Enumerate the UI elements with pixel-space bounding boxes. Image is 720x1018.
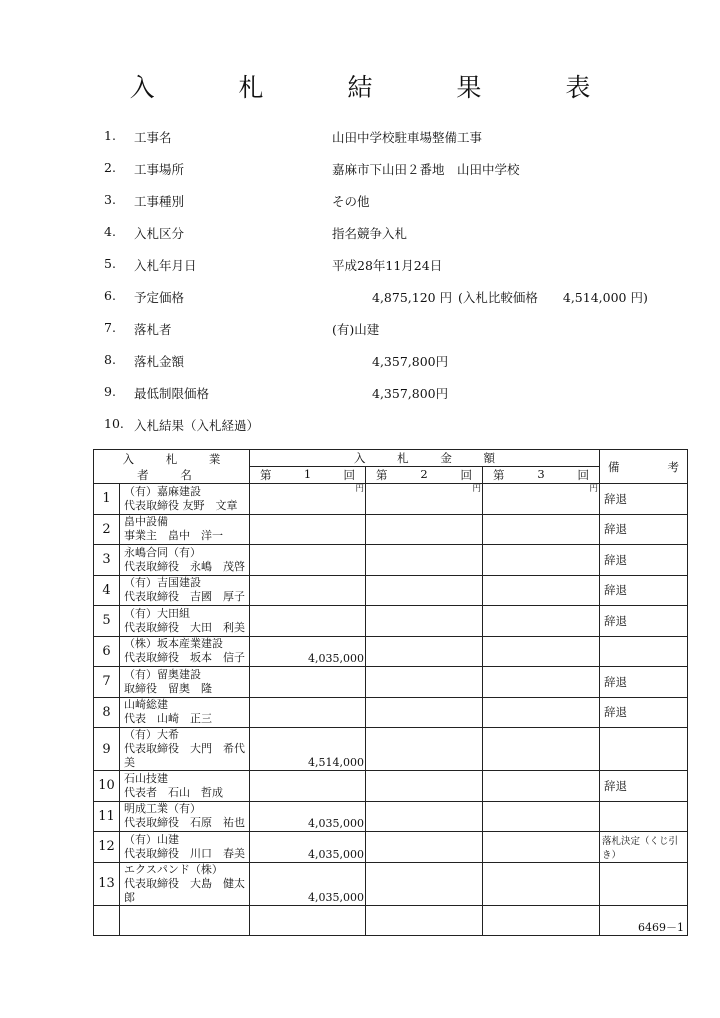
bidder-name xyxy=(120,484,250,515)
bid-amount-r3 xyxy=(483,862,600,905)
info-label: 工事名 xyxy=(134,130,172,145)
bid-amount-r1 xyxy=(250,514,366,545)
representative: 代表者 石山 哲成 xyxy=(124,785,223,799)
header-round-2: 第 2 回 xyxy=(366,467,483,484)
bidder-name xyxy=(120,545,250,576)
bid-amount-r1 xyxy=(250,575,366,606)
info-number: 1. xyxy=(104,128,116,143)
info-number: 9. xyxy=(104,384,116,399)
bid-amount-r2 xyxy=(366,545,483,576)
bid-amount-r2 xyxy=(366,832,483,863)
info-number: 2. xyxy=(104,160,116,175)
row-number: 3 xyxy=(94,545,120,576)
bid-amount-r3 xyxy=(483,545,600,576)
remarks: 辞退 xyxy=(600,771,688,802)
representative: 取締役 留奥 隆 xyxy=(124,681,212,695)
bid-amount-r3 xyxy=(483,728,600,771)
remarks xyxy=(600,636,688,667)
table-row xyxy=(94,484,688,515)
bid-amount-r1 xyxy=(250,667,366,698)
bid-results-table-wrap xyxy=(93,449,688,936)
bid-amount-r3 xyxy=(483,606,600,637)
bid-amount-r1: 4,035,000 xyxy=(250,801,366,832)
bidder-name xyxy=(120,667,250,698)
bid-amount-r2 xyxy=(366,728,483,771)
info-number: 6. xyxy=(104,288,116,303)
company-name: （有）大希 xyxy=(124,728,179,741)
row-number: 10 xyxy=(94,771,120,802)
bidder-name xyxy=(120,801,250,832)
info-value: 4,357,800円 xyxy=(372,354,449,369)
bidder-name xyxy=(120,728,250,771)
remarks: 落札決定（くじ引き） xyxy=(600,832,688,863)
bid-amount-r1: 円 xyxy=(250,484,366,515)
representative: 代表取締役 石原 祐也 xyxy=(124,816,245,830)
header-bidder: 入 札 業 者 名 xyxy=(94,450,250,484)
company-name: （有）留奥建設 xyxy=(124,667,201,681)
company-name: 畠中設備 xyxy=(124,515,168,529)
bid-amount-r1 xyxy=(250,606,366,637)
representative: 代表取締役 坂本 信子 xyxy=(124,651,245,665)
company-name: （有）嘉麻建設 xyxy=(124,484,201,498)
bid-amount-r2 xyxy=(366,905,483,935)
bidder-name xyxy=(120,575,250,606)
bid-amount-r2 xyxy=(366,667,483,698)
bidder-name xyxy=(120,514,250,545)
info-number: 10. xyxy=(104,416,124,431)
row-number: 12 xyxy=(94,832,120,863)
company-name: 石山技建 xyxy=(124,771,168,785)
info-label: 入札年月日 xyxy=(134,258,197,273)
table-row xyxy=(94,514,688,545)
header-round-1: 第 1 回 xyxy=(250,467,366,484)
bid-amount-r1: 4,514,000 xyxy=(250,728,366,771)
company-name: （有）吉国建設 xyxy=(124,576,201,590)
info-value: 4,875,120 円 xyxy=(372,290,453,305)
representative: 事業主 畠中 洋一 xyxy=(124,529,223,543)
bidder-name xyxy=(120,697,250,728)
table-row xyxy=(94,801,688,832)
bid-amount-r3 xyxy=(483,636,600,667)
remarks: 辞退 xyxy=(600,697,688,728)
info-label: 入札結果（入札経過） xyxy=(134,418,260,433)
info-extra: (入札比較価格 4,514,000 円) xyxy=(458,290,648,305)
bid-results-table xyxy=(93,449,688,936)
header-round-3: 第 3 回 xyxy=(483,467,600,484)
info-number: 7. xyxy=(104,320,116,335)
bid-amount-r3 xyxy=(483,832,600,863)
table-row xyxy=(94,728,688,771)
remarks xyxy=(600,728,688,771)
header-remarks: 備 考 xyxy=(600,450,688,484)
page-reference: 6469－1 xyxy=(638,921,684,934)
info-value: 山田中学校駐車場整備工事 xyxy=(332,130,483,145)
table-row xyxy=(94,545,688,576)
page-title: 入 札 結 果 表 xyxy=(129,73,629,102)
bidder-name xyxy=(120,905,250,935)
bid-amount-r3 xyxy=(483,697,600,728)
bidder-name xyxy=(120,606,250,637)
table-row xyxy=(94,667,688,698)
bid-amount-r2 xyxy=(366,697,483,728)
representative: 代表取締役 吉國 厚子 xyxy=(124,590,245,604)
bid-amount-r1 xyxy=(250,905,366,935)
bid-amount-r3 xyxy=(483,514,600,545)
table-row xyxy=(94,575,688,606)
table-row xyxy=(94,862,688,905)
representative: 代表 山崎 正三 xyxy=(124,712,212,726)
representative: 代表取締役 大田 利美 xyxy=(124,620,245,634)
table-row xyxy=(94,697,688,728)
bidder-name xyxy=(120,862,250,905)
representative: 代表取締役 永嶋 茂啓 xyxy=(124,559,245,573)
bid-amount-r3 xyxy=(483,575,600,606)
representative: 代表取締役 大島 健太郎 xyxy=(124,876,245,904)
bid-amount-r2: 円 xyxy=(366,484,483,515)
row-number: 9 xyxy=(94,728,120,771)
row-number: 2 xyxy=(94,514,120,545)
info-label: 工事種別 xyxy=(134,194,185,209)
row-number: 7 xyxy=(94,667,120,698)
row-number: 11 xyxy=(94,801,120,832)
row-number: 5 xyxy=(94,606,120,637)
table-row xyxy=(94,905,688,935)
row-number: 6 xyxy=(94,636,120,667)
bid-amount-r1: 4,035,000 xyxy=(250,862,366,905)
info-value: その他 xyxy=(332,194,370,209)
bid-amount-r1 xyxy=(250,771,366,802)
bid-amount-r2 xyxy=(366,514,483,545)
bid-amount-r3 xyxy=(483,801,600,832)
table-row xyxy=(94,636,688,667)
info-value: (有)山建 xyxy=(332,322,380,337)
company-name: 永嶋合同（有） xyxy=(124,545,201,559)
info-value: 平成28年11月24日 xyxy=(332,258,443,273)
info-number: 5. xyxy=(104,256,116,271)
table-row xyxy=(94,606,688,637)
row-number: 4 xyxy=(94,575,120,606)
remarks: 辞退 xyxy=(600,484,688,515)
info-label: 工事場所 xyxy=(134,162,185,177)
info-label: 最低制限価格 xyxy=(134,386,210,401)
info-label: 落札金額 xyxy=(134,354,185,369)
remarks: 辞退 xyxy=(600,667,688,698)
remarks: 辞退 xyxy=(600,514,688,545)
company-name: 明成工業（有） xyxy=(124,802,201,816)
company-name: 山崎総建 xyxy=(124,698,168,712)
table-row xyxy=(94,832,688,863)
bid-amount-r2 xyxy=(366,575,483,606)
bid-amount-r2 xyxy=(366,771,483,802)
remarks xyxy=(600,862,688,905)
bidder-name xyxy=(120,771,250,802)
bid-amount-r2 xyxy=(366,801,483,832)
bidder-name xyxy=(120,832,250,863)
company-name: （有）大田組 xyxy=(124,606,190,620)
bid-amount-r3 xyxy=(483,667,600,698)
header-amount: 入 札 金 額 xyxy=(250,450,600,467)
remarks: 辞退 xyxy=(600,575,688,606)
bid-amount-r1 xyxy=(250,697,366,728)
info-label: 予定価格 xyxy=(134,290,185,305)
info-value: 指名競争入札 xyxy=(332,226,408,241)
representative: 代表取締役 友野 文章 xyxy=(124,498,238,512)
row-number xyxy=(94,905,120,935)
bid-amount-r3 xyxy=(483,905,600,935)
info-number: 3. xyxy=(104,192,116,207)
info-number: 8. xyxy=(104,352,116,367)
bid-amount-r2 xyxy=(366,606,483,637)
bidder-name xyxy=(120,636,250,667)
bid-amount-r1 xyxy=(250,545,366,576)
remarks: 辞退 xyxy=(600,606,688,637)
bid-amount-r3: 円 xyxy=(483,484,600,515)
table-row xyxy=(94,771,688,802)
bid-amount-r2 xyxy=(366,636,483,667)
company-name: （株）坂本産業建設 xyxy=(124,637,223,651)
row-number: 1 xyxy=(94,484,120,515)
company-name: エクスパンド（株） xyxy=(124,862,223,876)
representative: 代表取締役 川口 春美 xyxy=(124,846,245,860)
bid-amount-r1: 4,035,000 xyxy=(250,636,366,667)
row-number: 8 xyxy=(94,697,120,728)
remarks: 辞退 xyxy=(600,545,688,576)
info-label: 落札者 xyxy=(134,322,172,337)
row-number: 13 xyxy=(94,862,120,905)
bid-amount-r1: 4,035,000 xyxy=(250,832,366,863)
company-name: （有）山建 xyxy=(124,832,179,846)
representative: 代表取締役 大門 希代美 xyxy=(124,742,245,769)
bid-amount-r3 xyxy=(483,771,600,802)
info-label: 入札区分 xyxy=(134,226,185,241)
info-value: 4,357,800円 xyxy=(372,386,449,401)
bid-amount-r2 xyxy=(366,862,483,905)
info-number: 4. xyxy=(104,224,116,239)
remarks xyxy=(600,801,688,832)
info-value: 嘉麻市下山田２番地 山田中学校 xyxy=(332,162,520,177)
